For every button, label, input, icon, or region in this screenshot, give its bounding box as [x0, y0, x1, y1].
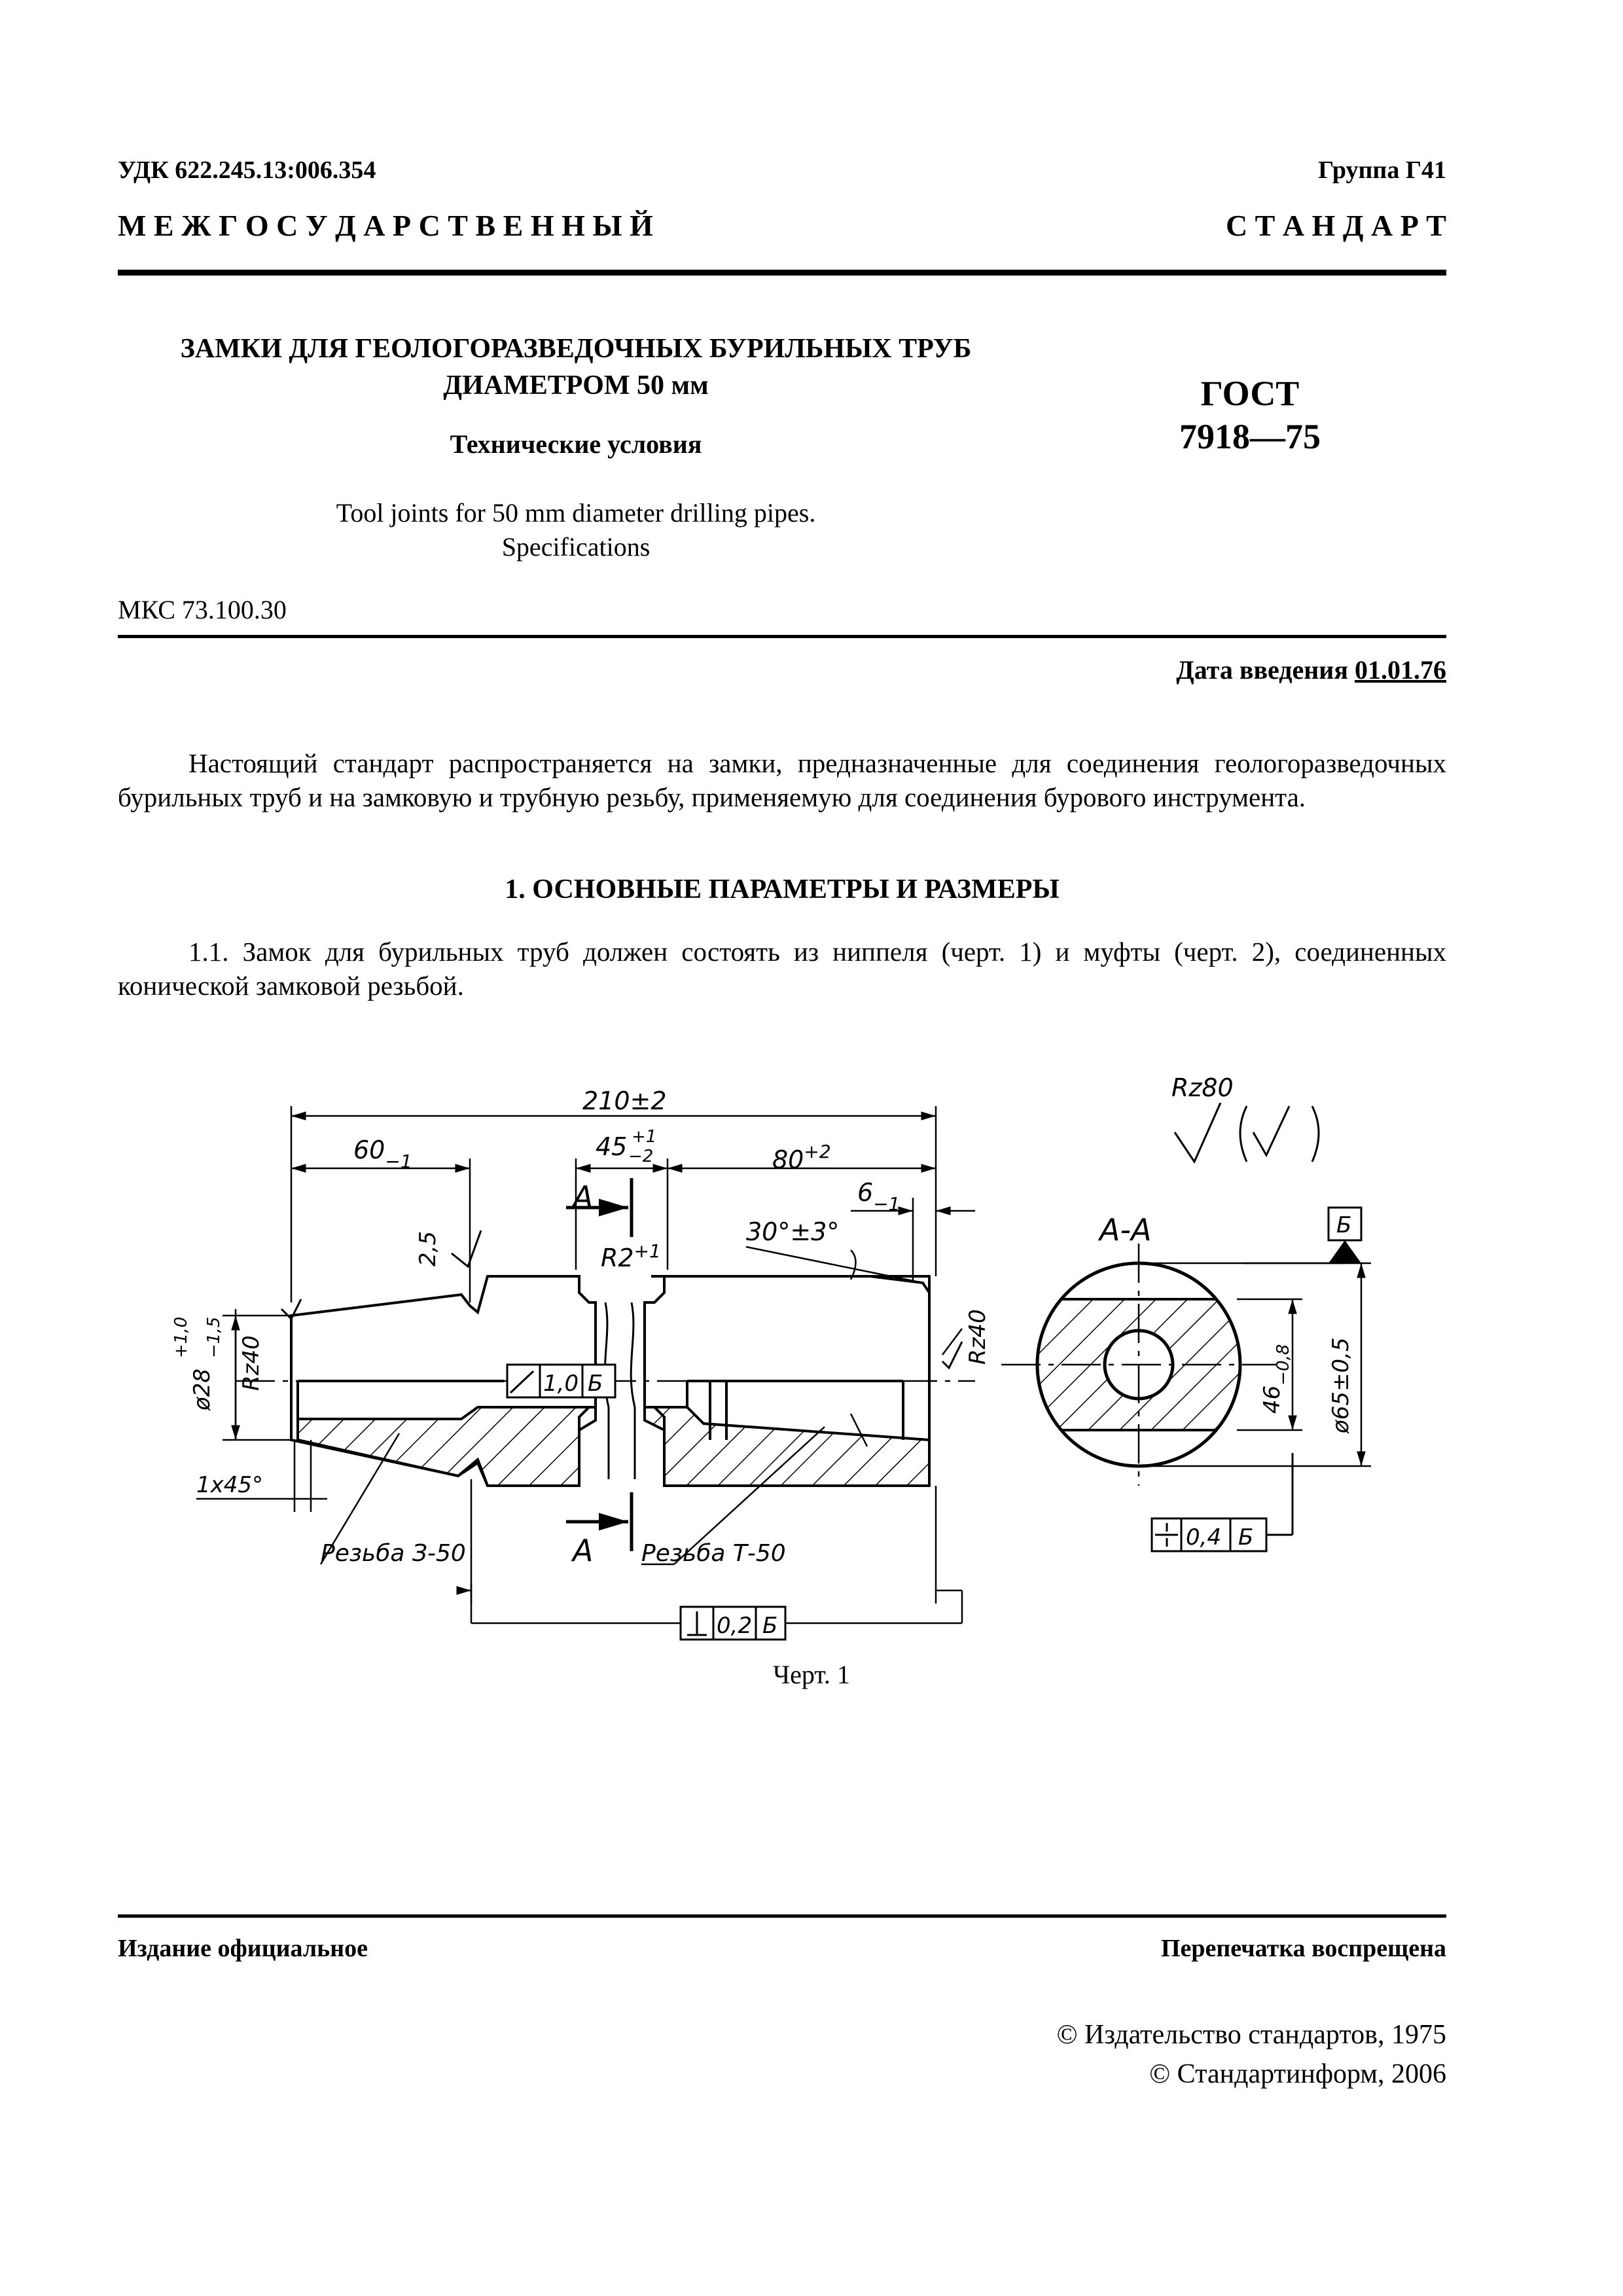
- perp-value: 0,2: [717, 1613, 753, 1639]
- banner-word-standard: С Т А Н Д А Р Т: [1225, 209, 1446, 242]
- english-title-line-1: Tool joints for 50 mm diameter drilling pipes.: [336, 498, 816, 528]
- introduction-date-label: Дата введения: [1176, 655, 1348, 685]
- dim-mid-tol-dn: −2: [628, 1147, 654, 1166]
- dia28-label: ø28: [189, 1368, 215, 1410]
- runout-value: 1,0: [543, 1371, 579, 1397]
- clause-1-1-text: 1.1. Замок для бурильных труб должен состоять из ниппеля (черт. 1) и муфты (черт. 2), соединенных конической замковой резьбой.: [118, 937, 1446, 1001]
- english-title-line-2: Specifications: [501, 532, 651, 562]
- dim-six-label: $6_{-1}$: [857, 1178, 901, 1215]
- title-line-2: ДИАМЕТРОМ 50 мм: [443, 370, 709, 401]
- rz40-right-label: Rz40: [965, 1309, 991, 1365]
- footer-rule: [118, 1914, 1446, 1918]
- section-mark-top: А: [573, 1179, 594, 1215]
- section-view-a-a: [1001, 1240, 1371, 1486]
- roughness-main-label: Rz80: [1171, 1073, 1234, 1102]
- introduction-date-value: 01.01.76: [1355, 655, 1446, 685]
- dim-right-label: $80^{+2}$: [772, 1141, 831, 1174]
- official-edition: Издание официальное: [118, 1935, 368, 1962]
- mks-code: МКС 73.100.30: [118, 595, 287, 624]
- nipple-section-hatch-left: [298, 1407, 596, 1486]
- sym-datum: Б: [1238, 1524, 1254, 1551]
- dim-total-label: 210±2: [582, 1086, 667, 1115]
- intro-paragraph-text: Настоящий стандарт распространяется на замки, предназначенные для соединения геологоразведочных бурильных труб и на замковую и трубную резьбу, применяемую для соединения бурового инструмента.: [118, 748, 1446, 812]
- sym-value: 0,4: [1186, 1524, 1222, 1551]
- group-code: Группа Г41: [1318, 156, 1446, 184]
- runout-datum: Б: [588, 1371, 603, 1397]
- gost-code: 7918—75: [1179, 417, 1321, 456]
- radius-label: $R2^{+1}$: [601, 1240, 661, 1272]
- dim-46-label: $46_{-0,8}$: [1259, 1344, 1293, 1414]
- copyright-2006: © Стандартинформ, 2006: [1149, 2059, 1446, 2089]
- thread-left-label: Резьба З-50: [321, 1540, 466, 1567]
- figure-caption: Черт. 1: [773, 1660, 850, 1689]
- dia65-label: ø65±0,5: [1328, 1337, 1354, 1433]
- rz40-left-label: Rz40: [238, 1335, 264, 1391]
- dia28-tol-dn: −1,5: [204, 1316, 224, 1358]
- datum-b-label: Б: [1336, 1212, 1352, 1238]
- angle-label: 30°±3°: [746, 1217, 840, 1246]
- thread-right-label: Резьба Т-50: [641, 1540, 786, 1567]
- document-subtitle: Технические условия: [450, 429, 702, 459]
- dim-mid-label: 45: [596, 1132, 628, 1161]
- title-line-1: ЗАМКИ ДЛЯ ГЕОЛОГОРАЗВЕДОЧНЫХ БУРИЛЬНЫХ ТРУБ: [180, 334, 972, 364]
- copyright-1975: © Издательство стандартов, 1975: [1056, 2020, 1446, 2050]
- banner-word-interstate: М Е Ж Г О С У Д А Р С Т В Е Н Н Ы Й: [118, 209, 653, 242]
- reprint-prohibited: Перепечатка воспрещена: [1160, 1935, 1446, 1962]
- nipple-section-hatch-right: [645, 1407, 929, 1486]
- perp-datum: Б: [762, 1613, 778, 1639]
- dim-left-label: $60_{-1}$: [353, 1136, 412, 1172]
- udk-code: УДК 622.245.13:006.354: [118, 156, 376, 184]
- dim-mid-tol-up: +1: [632, 1127, 657, 1147]
- section-view-label: А-А: [1099, 1212, 1152, 1247]
- roughness-25-label: 2,5: [415, 1230, 441, 1266]
- gost-label: ГОСТ: [1200, 374, 1300, 413]
- section-mark-bottom: А: [573, 1533, 594, 1568]
- chamfer-label: 1x45°: [196, 1472, 264, 1498]
- section-heading: 1. ОСНОВНЫЕ ПАРАМЕТРЫ И РАЗМЕРЫ: [505, 874, 1060, 905]
- dia28-tol-up: +1,0: [171, 1316, 191, 1358]
